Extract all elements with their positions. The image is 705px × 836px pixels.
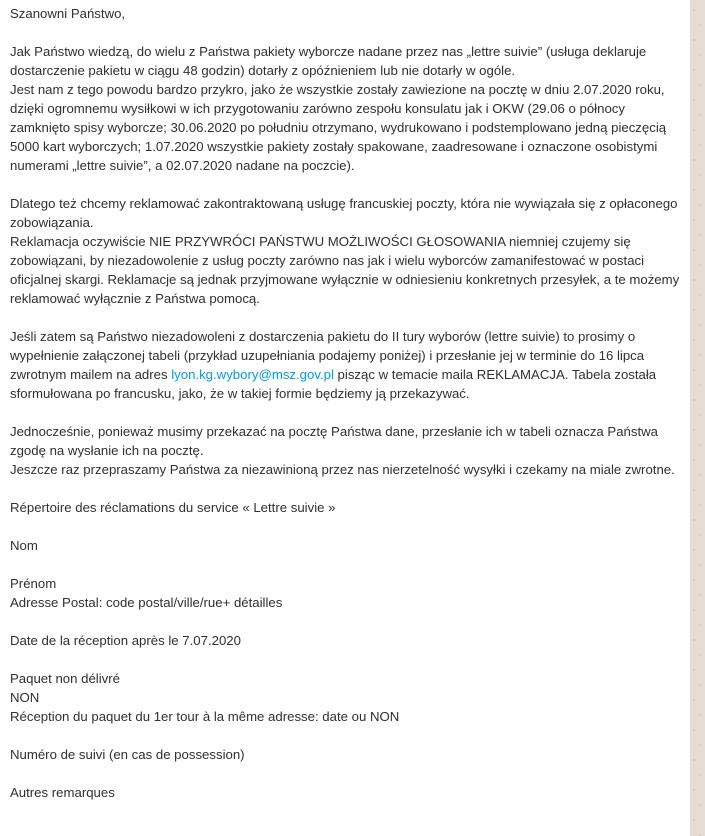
form-adresse: Adresse Postal: code postal/ville/rue+ détailles — [10, 595, 283, 610]
paragraph-1-line-1: Jak Państwo wiedzą, do wielu z Państwa pakiety wyborcze nadane przez nas „lettre suivie” (usługa deklaruje dostarczenie pakietu w ciągu 48 godzin) dotarły z opóźnieniem lub nie dotarły w ogóle. — [10, 44, 647, 78]
form-paquet-non-delivre: Paquet non délivré — [10, 671, 120, 686]
message-body — [10, 4, 686, 802]
form-heading: Répertoire des réclamations du service « Lettre suivie » — [10, 500, 336, 515]
paragraph-2-line-1: Dlatego też chcemy reklamować zakontraktowaną usługę francuskiej poczty, która nie wywiązała się z opłaconego zobowiązania. — [10, 196, 678, 230]
form-date-reception: Date de la réception après le 7.07.2020 — [10, 633, 241, 648]
email-link[interactable]: lyon.kg.wybory@msz.gov.pl — [171, 367, 334, 382]
paragraph-1-line-2: Jest nam z tego powodu bardzo przykro, jako że wszystkie zostały zawiezione na pocztę w dniu 2.07.2020 roku, dzięki ogromnemu wysiłkowi w ich przygotowaniu zarówno zespołu konsulatu jak i OKW (29.06 o północy zamknięto spisy wyborcze; 30.06.2020 po południu otrzymano, wydrukowano i podstemplowano jedną pieczęcią 5000 kart wyborczych; 1.07.2020 wszystkie pakiety zostały spakowane, zaadresowane i oznaczone osobistymi numerami „lettre suivie”, a 02.07.2020 nadane na poczcie). — [10, 82, 667, 173]
form-non: NON — [10, 690, 40, 705]
form-reception-1er-tour: Réception du paquet du 1er tour à la même adresse: date ou NON — [10, 709, 400, 724]
paragraph-3 — [10, 327, 686, 403]
form-prenom: Prénom — [10, 576, 57, 591]
form-autres-remarques: Autres remarques — [10, 785, 115, 800]
greeting: Szanowni Państwo, — [10, 6, 126, 21]
paragraph-3-after: pisząc w temacie maila REKLAMACJA. Tabela została sformułowana po francusku, jako, że w takiej formie będziemy ją przekazywać. — [10, 367, 657, 401]
paragraph-4-line-1: Jednocześnie, ponieważ musimy przekazać na pocztę Państwa dane, przesłanie ich w tabeli oznacza Państwa zgodę na wysłanie ich na pocztę. — [10, 424, 659, 458]
form-numero-suivi: Numéro de suivi (en cas de possession) — [10, 747, 245, 762]
chat-background — [690, 0, 705, 836]
paragraph-3-before: Jeśli zatem są Państwo niezadowoleni z dostarczenia pakietu do II tury wyborów (lettre suivie) to prosimy o wypełnienie załączonej tabeli (przykład uzupełniania podajemy poniżej) i przesłanie jej w terminie do 16 lipca zwrotnym mailem na adres — [10, 329, 645, 382]
paragraph-4-line-2: Jeszcze raz przepraszamy Państwa za niezawinioną przez nas nierzetelność wysyłki i czekamy na miale zwrotne. — [10, 462, 675, 477]
form-nom: Nom — [10, 538, 38, 553]
paragraph-2-line-2: Reklamacja oczywiście NIE PRZYWRÓCI PAŃSTWU MOŻLIWOŚCI GŁOSOWANIA niemniej czujemy się zobowiązani, by niezadowolenie z usług poczty zarówno nas jak i wielu wyborców zamanifestować w postaci oficjalnej skargi. Reklamacje są jednak przyjmowane wyłącznie w odniesieniu konkretnych przesyłek, a te możemy reklamować wyłącznie z Państwa pomocą. — [10, 234, 680, 306]
